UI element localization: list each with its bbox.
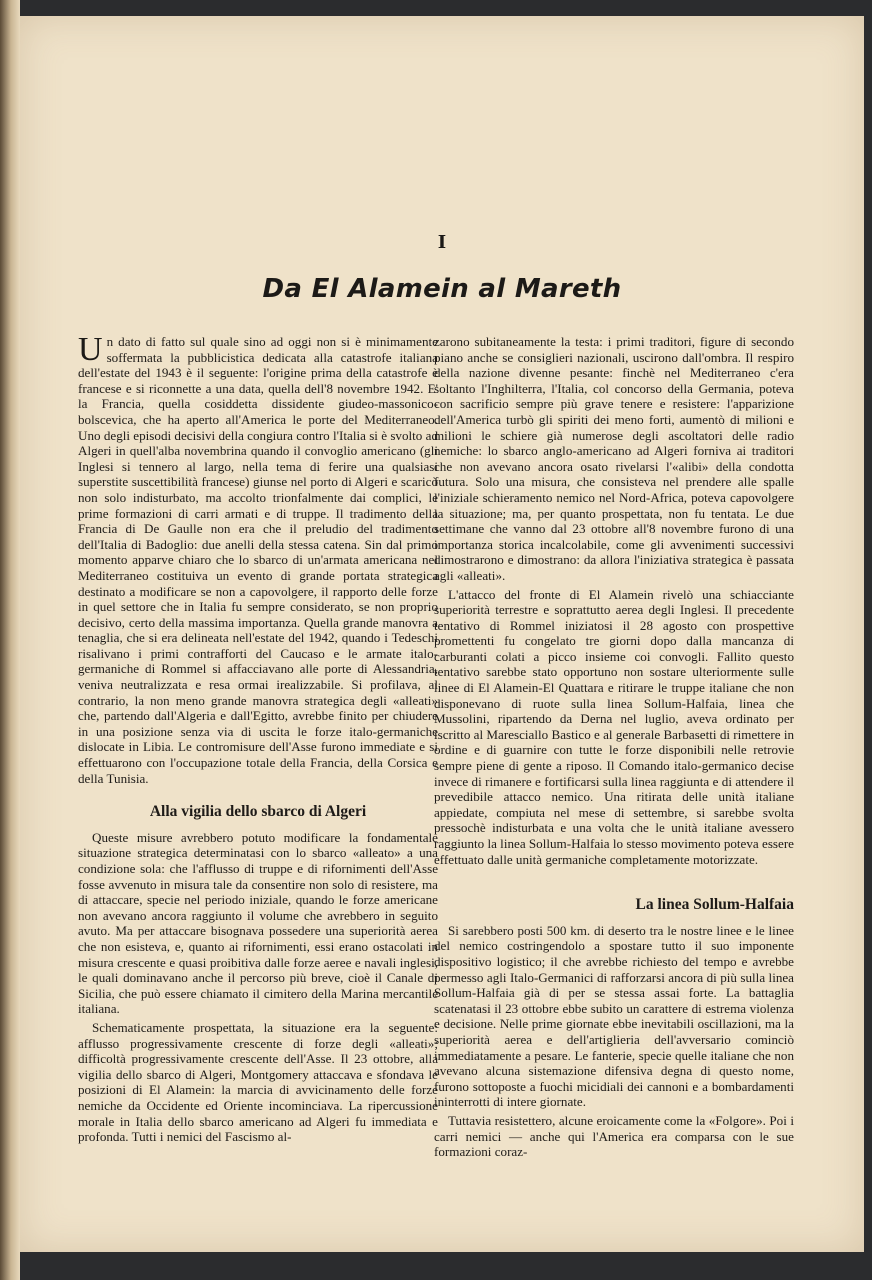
section-heading: La linea Sollum-Halfaia [635,896,794,914]
book-page [20,16,864,1252]
background-surface [20,1252,872,1280]
paragraph: Si sarebbero posti 500 km. di deserto tra le nostre linee e le linee del nemico costringendolo a spostare tutto il suo imponente dispositivo logistico; il che avrebbe richiesto del tempo e avrebbe permesso agli Italo-Germanici di rafforzarsi ancora di più sulla linea Sollum-Halfaia già di per se stessa assai forte. La battaglia scatenatasi il 23 ottobre ebbe subito un carattere di estrema violenza e decisione. Nelle prime giornate ebbe inevitabili oscillazioni, ma la superiorità aerea e dell'artiglieria dell'avversario cominciò immediatamente a pesare. Le fanterie, specie quelle italiane che non avevano alcuna sistemazione difensiva degna di questo nome, furono sottoposte a fuochi micidiali dei cannoni e a bombardamenti ininterrotti di intere giornate. [434,922,794,1110]
book-spine-edge [0,0,20,1280]
left-column [78,331,438,1145]
paragraph-text: n dato di fatto sul quale sino ad oggi non si è minimamente soffermata la pubblicistica dedicata alla catastrofe italiana dell'estate del 1943 è il seguente: l'origine prima della catastrofe è francese e si riconnette a una data, quella dell'8 novembre 1942. E' la Francia, quella cosiddetta dissidente giudeo-massonico-bolscevica, che ha aperto all'America le porte del Mediterraneo. Uno degli episodi decisivi della congiura contro l'Italia si è svolto ad Algeri in quell'alba novembrina quando il convoglio americano (gli Inglesi si tennero al largo, nella tema di ferire una qualsiasi superstite suscettibilità francese) giunse nel porto di Algeri e scaricò non solo indisturbato, ma accolto trionfalmente dai complici, le prime formazioni di carri armati e di truppe. Il tradimento della Francia di De Gaulle non era che il preludio del tradimento dell'Italia di Badoglio: due anelli della stessa catena. Sin dal primo momento apparve chiaro che lo sbarco di un'armata americana nel Mediterraneo costituiva un evento di grande portata strategica destinato a modificare se non a capovolgere, il rapporto delle forze in quel settore che in Italia fu sempre considerato, se non proprio decisivo, certo della massima importanza. Quella grande manovra a tenaglia, che si era delineata nell'estate del 1942, quando i Tedeschi risalivano i primi contrafforti del Caucaso e le armate italo-germaniche di Rommel si affacciavano alle porte di Alessandria, veniva neutralizzata e resa ormai irealizzabile. Si profilava, al contrario, la non meno grande manovra strategica degli «alleati» che, partendo dall'Algeria e dall'Egitto, avrebbe finito per chiudere in una posizione senza via di uscita le forze italo-germaniche dislocate in Libia. Le contromisure dell'Asse furono immediate e si effettuarono con l'occupazione totale della Francia, della Corsica e della Tunisia. [78,334,438,786]
paragraph: L'attacco del fronte di El Alamein rivelò una schiacciante superiorità terrestre e soprattutto aerea degli Inglesi. Il precedente tentativo di Rommel iniziatosi il 28 agosto con prospettive promettenti fu congelato tre giorni dopo dalla mancanza di carburanti colati a picco insieme coi convogli. Fallito questo tentativo sarebbe stato opportuno non sostare ulteriormente sulle linee di El Alamein-El Quattara e ritirare le truppe italiane che non disponevano di ruote sulla linea Sollum-Halfaia, linea che Mussolini, ripartendo da Derna nel luglio, aveva ordinato per iscritto al Maresciallo Bastico e al generale Barbasetti di rimettere in ordine e di guarnire con tutte le forze disponibili nelle retrovie sempre piene di gente a riposo. Il Comando italo-germanico decise invece di rimanere e fortificarsi sulla linea raggiunta e di attendere il prevedibile attacco nemico. Una ritirata delle unità italiane appiedate, compiuta nel mese di settembre, si sarebbe svolta pressochè indisturbata e una volta che le unità italiane avessero raggiunto la linea Sollum-Halfaia lo stesso movimento poteva essere effettuato dalle unità germaniche completamente motorizzate. [434,586,794,867]
chapter-title: Da El Alamein al Mareth [262,274,622,304]
right-column [434,334,794,1160]
paragraph: Queste misure avrebbero potuto modificare la fondamentale situazione strategica determinatasi con lo sbarco «alleato» a una condizione sola: che l'afflusso di truppe e di rifornimenti dell'Asse fosse avvenuto in misura tale da consentire non solo di resistere, ma di attaccare, specie nel periodo iniziale, quando le forze americane non avevano ancora raggiunto il volume che avrebbero in seguito avuto. Ma per attaccare bisognava possedere una superiorità aerea che non esisteva, e, quanto ai rifornimenti, essi erano ostacolati in misura crescente e quasi proibitiva dalle forze aeree e navali inglesi, le quali dominavano anche il percorso più breve, cioè il Canale di Sicilia, che può essere chiamato il cimitero della Marina mercantile italiana. [78,829,438,1017]
paragraph [78,331,438,786]
chapter-number: I [437,232,447,253]
paragraph: zarono subitaneamente la testa: i primi traditori, figure di secondo piano anche se consiglieri nazionali, uscirono dall'ombra. Il respiro della nazione divenne pesante: finchè nel Mediterraneo c'era soltanto l'Inghilterra, l'Italia, col concorso della Germania, poteva con sacrificio sempre più grave tenere e resistere: l'apparizione dell'America turbò gli spiriti dei meno forti, aumentò di milioni e milioni le schiere già numerose degli ascoltatori delle radio nemiche: lo sbarco anglo-americano ad Algeri forniva ai traditori che non avevano ancora osato rivelarsi l'«alibi» della condotta futura. Solo una misura, che consisteva nel prendere alle spalle l'iniziale schieramento nemico nel Nord-Africa, poteva capovolgere la situazione; ma, per quanto prospettata, non fu tentata. Le due settimane che vanno dal 23 ottobre all'8 novembre furono di una importanza storica incalcolabile, come gli avvenimenti successivi dimostrarono e dimostrano: da allora l'iniziativa strategica è passata agli «alleati». [434,334,794,583]
paragraph: Schematicamente prospettata, la situazione era la seguente: afflusso progressivamente crescente di forze degli «alleati»; difficoltà progressivamente crescente dell'Asse. Il 23 ottobre, alla vigilia dello sbarco di Algeri, Montgomery attaccava e sfondava le posizioni di El Alamein: la marcia di avvicinamento delle forze nemiche da Occidente ed Oriente incominciava. La ripercussione morale in Italia dello sbarco americano ad Algeri fu immediata e profonda. Tutti i nemici del Fascismo al- [78,1019,438,1145]
section-heading: Alla vigilia dello sbarco di Algeri [149,803,367,821]
paragraph: Tuttavia resistettero, alcune eroicamente come la «Folgore». Poi i carri nemici — anche qui l'America era comparsa con le sue formazioni coraz- [434,1112,794,1160]
drop-cap: U [78,331,103,368]
